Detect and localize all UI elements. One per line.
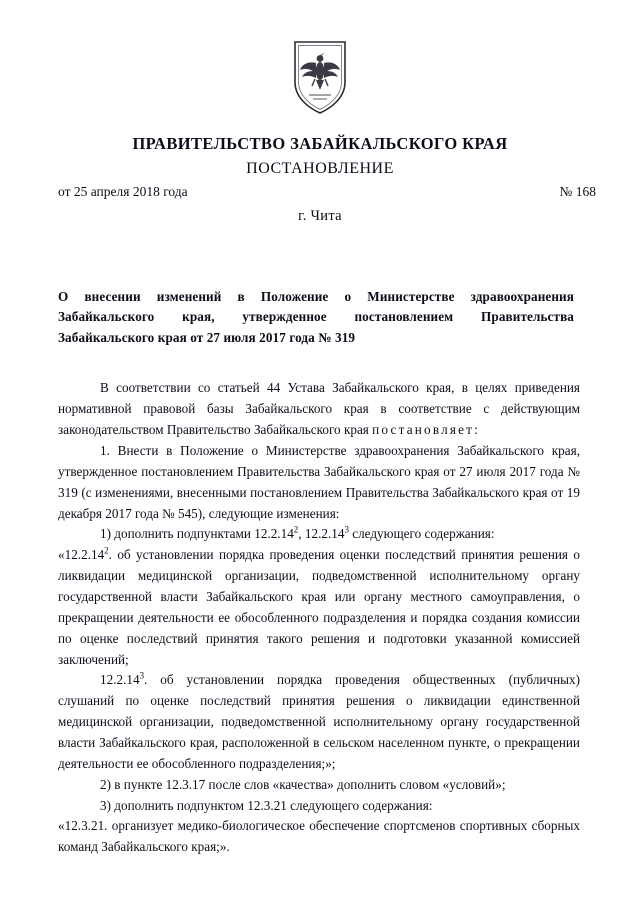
paragraph-item-1-1: [58, 524, 580, 545]
paragraph-quote-12-2-14-2: [58, 545, 580, 670]
text-run: 1. Внести в Положение о Министерстве здравоохранения Забайкальского края, утвержденное постановлением Правительства Забайкальского края от 27 июля 2017 года № 319 (с изменениями, внесенными постановлением Правительства Забайкальского края от 19 декабря 2017 года № 545), следующие изменения:: [58, 442, 580, 521]
text-run: «12.3.21. организует медико-биологическое обеспечение спортсменов спортивных сборных команд Забайкальского края;».: [58, 818, 580, 855]
superscript: 2: [293, 524, 299, 535]
document-city: г. Чита: [298, 208, 342, 224]
superscript: 3: [139, 671, 145, 681]
text-run: . об установлении порядка проведения оценки последствий принятия решения о ликвидации медицинской организации, подведомственной исполнительному органу государственной власти Забайкальского края или органу местного самоуправления, о прекращении деятельности ее обособленного подразделения и порядка создания комиссии по оценке последствий принятия такого решения и подготовки указанной комиссией заключений;: [58, 547, 580, 667]
coat-of-arms-icon: [289, 38, 351, 116]
document-type: ПОСТАНОВЛЕНИЕ: [246, 160, 394, 177]
paragraph-preamble: [58, 378, 580, 441]
document-meta-row: [0, 184, 640, 200]
paragraph-item-1-2: [58, 775, 580, 796]
paragraph-item-1: [58, 441, 580, 524]
emblem-container: [0, 0, 640, 116]
text-run: «12.2.14: [58, 547, 105, 563]
text-run: . об установлении порядка проведения общественных (публичных) слушаний по оценке последствий принятия решения о ликвидации единственной медицинской организации, подведомственной исполнительному органу государственной власти Забайкальского края, расположенной в сельском населенном пункте, о прекращении деятельности ее обособленного подразделения;»;: [58, 672, 580, 771]
document-body: [58, 378, 580, 858]
document-subject: О внесении изменений в Положение о Министерстве здравоохранения Забайкальского края, утвержденное постановлением Правительства Забайкальского края от 27 июля 2017 года № 319: [58, 289, 574, 345]
paragraph-quote-12-2-14-3: [58, 670, 580, 774]
document-date: от 25 апреля 2018 года: [58, 184, 188, 199]
text-run: 3) дополнить подпунктом 12.3.21 следующего содержания:: [100, 797, 433, 813]
document-number: № 168: [559, 184, 596, 199]
text-run: следующего содержания:: [348, 526, 495, 542]
emphasis-spaced: постановляет:: [372, 422, 481, 438]
text-run: В соответствии со статьей 44 Устава Забайкальского края, в целях приведения нормативной правовой базы Забайкальского края в соответствие с действующим законодательством Правительство Забайкальского края: [58, 380, 580, 438]
superscript: 3: [344, 524, 349, 535]
superscript: 2: [104, 545, 109, 556]
organization-title: ПРАВИТЕЛЬСТВО ЗАБАЙКАЛЬСКОГО КРАЯ: [132, 134, 508, 153]
text-run: 2) в пункте 12.3.17 после слов «качества» дополнить словом «условий»;: [100, 776, 506, 792]
text-run: 12.2.14: [100, 672, 140, 688]
text-run: 1) дополнить подпунктами 12.2.14: [100, 526, 294, 542]
paragraph-item-1-3: [58, 796, 580, 817]
text-run: , 12.2.14: [298, 526, 345, 542]
paragraph-quote-12-3-21: [58, 816, 580, 858]
